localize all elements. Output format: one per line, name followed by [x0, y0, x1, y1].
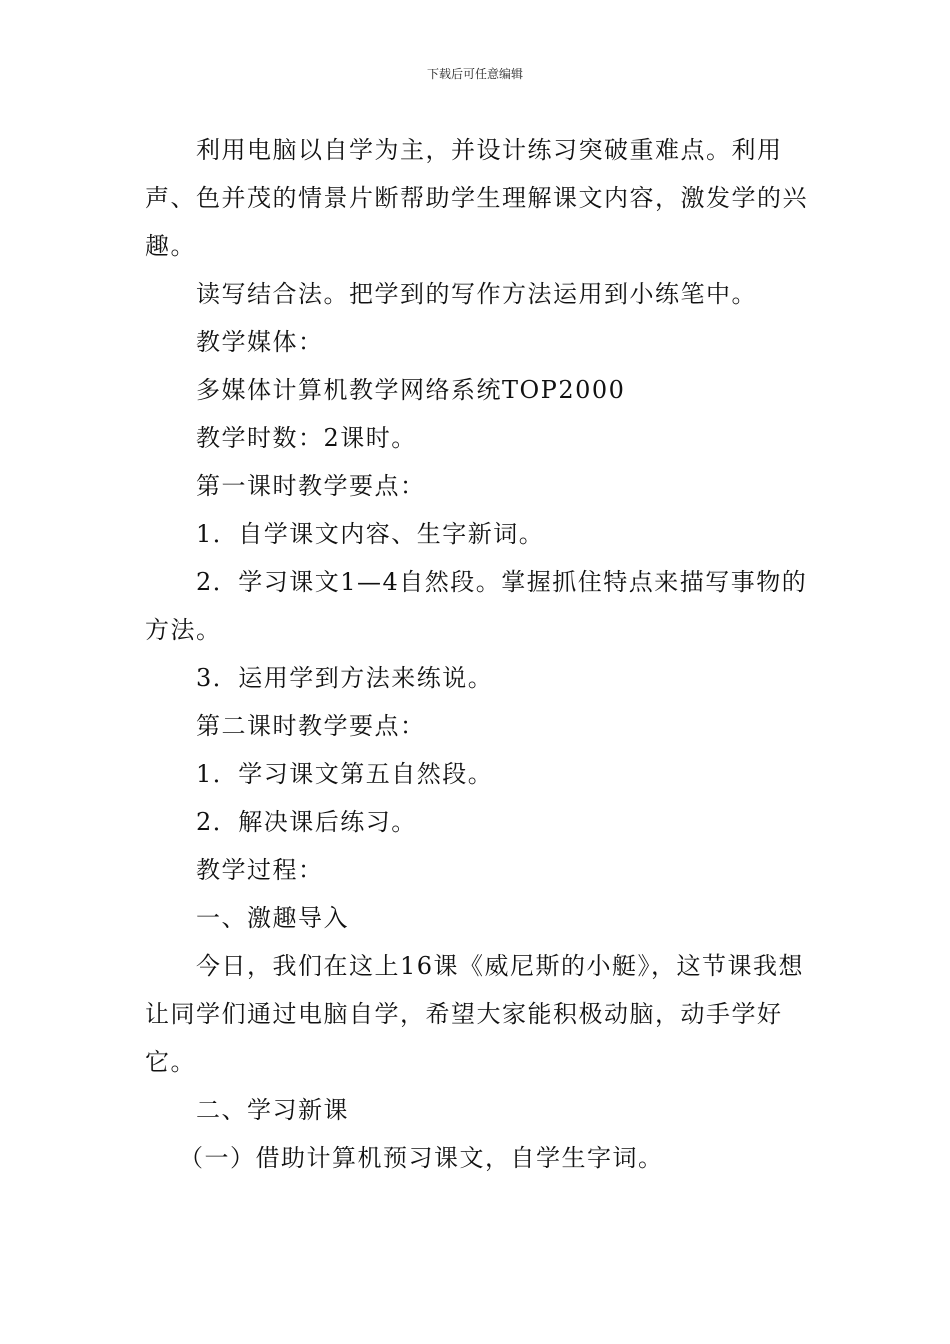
list-item-lesson-one-3: 3．运用学到方法来练说。 — [196, 664, 494, 692]
paragraph-method-computer: 利用电脑以自学为主，并设计练习突破重难点。利用声、色并茂的情景片断帮助学生理解课文内容，激发学的兴趣。 — [145, 136, 808, 260]
list-item-lesson-one-2: 2．学习课文1—4自然段。掌握抓住特点来描写事物的方法。 — [145, 568, 808, 644]
paragraph-teaching-hours: 教学时数：2课时。 — [196, 424, 417, 452]
heading-lesson-one-points: 第一课时教学要点： — [196, 472, 426, 500]
paragraph-intro-text: 今日，我们在这上16课《威尼斯的小艇》，这节课我想让同学们通过电脑自学，希望大家能积极动脑，动手学好它。 — [145, 952, 805, 1076]
list-item-lesson-one-1: 1．自学课文内容、生字新词。 — [196, 520, 545, 548]
heading-teaching-media: 教学媒体： — [196, 328, 324, 356]
list-item-lesson-two-1: 1．学习课文第五自然段。 — [196, 760, 494, 788]
section-heading-new-lesson: 二、学习新课 — [196, 1096, 349, 1124]
heading-teaching-process: 教学过程： — [196, 856, 324, 884]
section-heading-intro: 一、激趣导入 — [196, 904, 349, 932]
subsection-heading-preview: （一）借助计算机预习课文，自学生字词。 — [179, 1144, 664, 1172]
paragraph-media-system: 多媒体计算机教学网络系统TOP2000 — [196, 376, 626, 404]
document-body — [145, 126, 810, 1182]
page-header: 下载后可任意编辑 — [426, 67, 523, 81]
heading-lesson-two-points: 第二课时教学要点： — [196, 712, 426, 740]
paragraph-method-reading-writing: 读写结合法。把学到的写作方法运用到小练笔中。 — [196, 280, 757, 308]
list-item-lesson-two-2: 2．解决课后练习。 — [196, 808, 417, 836]
